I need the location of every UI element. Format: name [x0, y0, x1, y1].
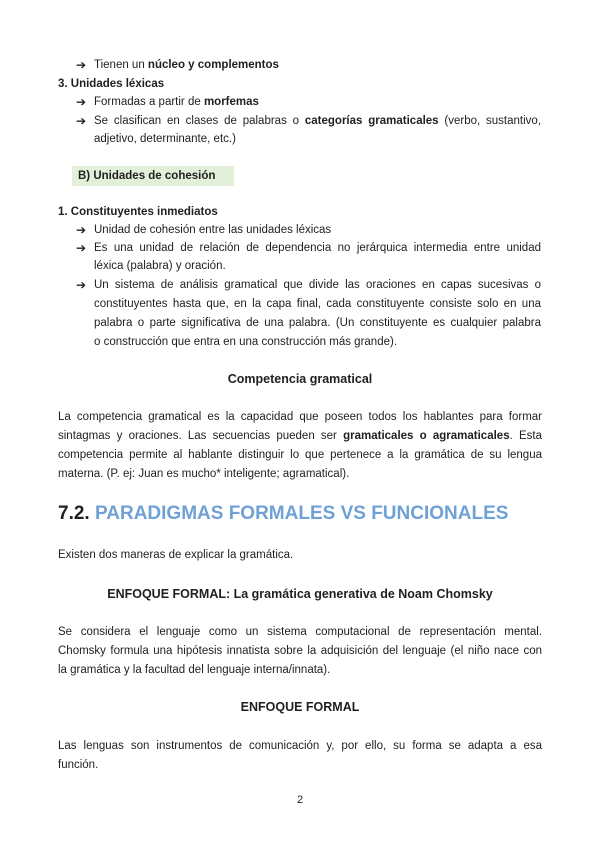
bullet-analisis-l4: o construcción que entra en una construcción más grande).: [94, 336, 398, 348]
chapter-heading: [58, 502, 508, 526]
competencia-l4: materna. (P. ej: Juan es mucho* inteligente; agramatical).: [58, 468, 350, 480]
enfoque-formal-2-l1: Las lenguas son instrumentos de comunicación y, por ello, su forma se adapta a esa: [58, 740, 542, 752]
competencia-title: Competencia gramatical: [227, 372, 373, 386]
bullet-categorias-l2: adjetivo, determinante, etc.): [94, 133, 236, 145]
enfoque-formal-title: ENFOQUE FORMAL: [240, 700, 360, 714]
bullet-unidad-cohesion: Unidad de cohesión entre las unidades léxicas: [94, 224, 332, 236]
competencia-l3: competencia permite al hablante distinguir lo que pertenece a la gramática de su lengua: [58, 449, 542, 461]
bullet-analisis-l3: palabra o parte significativa de una palabra. (Un constituyente es cualquier palabra: [94, 317, 541, 329]
bullet-dependencia-l1: Es una unidad de relación de dependencia no jerárquica intermedia entre unidad: [94, 242, 541, 254]
chapter-number: 7.2.: [58, 503, 95, 524]
arrow-right-icon: ➔: [76, 278, 87, 292]
intro-paragraph: Existen dos maneras de explicar la gramática.: [58, 549, 294, 561]
arrow-right-icon: ➔: [76, 95, 87, 109]
arrow-right-icon: ➔: [76, 114, 87, 128]
heading-constituyentes: 1. Constituyentes inmediatos: [58, 206, 218, 218]
section-b-heading: B) Unidades de cohesión: [72, 166, 234, 186]
heading-unidades-lexicas: 3. Unidades léxicas: [58, 78, 165, 90]
chapter-title: PARADIGMAS FORMALES VS FUNCIONALES: [94, 503, 509, 524]
bullet-analisis-l1: Un sistema de análisis gramatical que divide las oraciones en capas sucesivas o: [94, 279, 541, 291]
arrow-right-icon: ➔: [76, 223, 87, 237]
page-number: 2: [296, 794, 304, 806]
enfoque-formal-2-l2: función.: [58, 759, 99, 771]
enfoque-formal-1-l1: Se considera el lenguaje como un sistema computacional de representación mental.: [58, 626, 542, 638]
enfoque-formal-1-l2: Chomsky formula una hipótesis innatista sobre la adquisición del lenguaje (el niño nace con: [58, 645, 542, 657]
competencia-l1: La competencia gramatical es la capacidad que poseen todos los hablantes para formar: [58, 411, 542, 423]
bullet-morfemas: Formadas a partir de morfemas: [94, 96, 259, 108]
bullet-dependencia-l2: léxica (palabra) y oración.: [94, 260, 226, 272]
competencia-l2: sintagmas y oraciones. Las secuencias pueden ser gramaticales o agramaticales. Esta: [58, 430, 543, 442]
arrow-right-icon: ➔: [76, 58, 87, 72]
enfoque-formal-chomsky-title: ENFOQUE FORMAL: La gramática generativa de Noam Chomsky: [107, 587, 493, 601]
bullet-analisis-l2: constituyentes hasta que, en la capa final, cada constituyente consiste solo en una: [94, 298, 541, 310]
bullet-categorias-l1: Se clasifican en clases de palabras o categorías gramaticales (verbo, sustantivo,: [94, 115, 542, 127]
arrow-right-icon: ➔: [76, 241, 87, 255]
bullet-nucleo: Tienen un núcleo y complementos: [94, 59, 279, 71]
enfoque-formal-1-l3: la gramática y la facultad del lenguaje interna/innata).: [58, 664, 331, 676]
